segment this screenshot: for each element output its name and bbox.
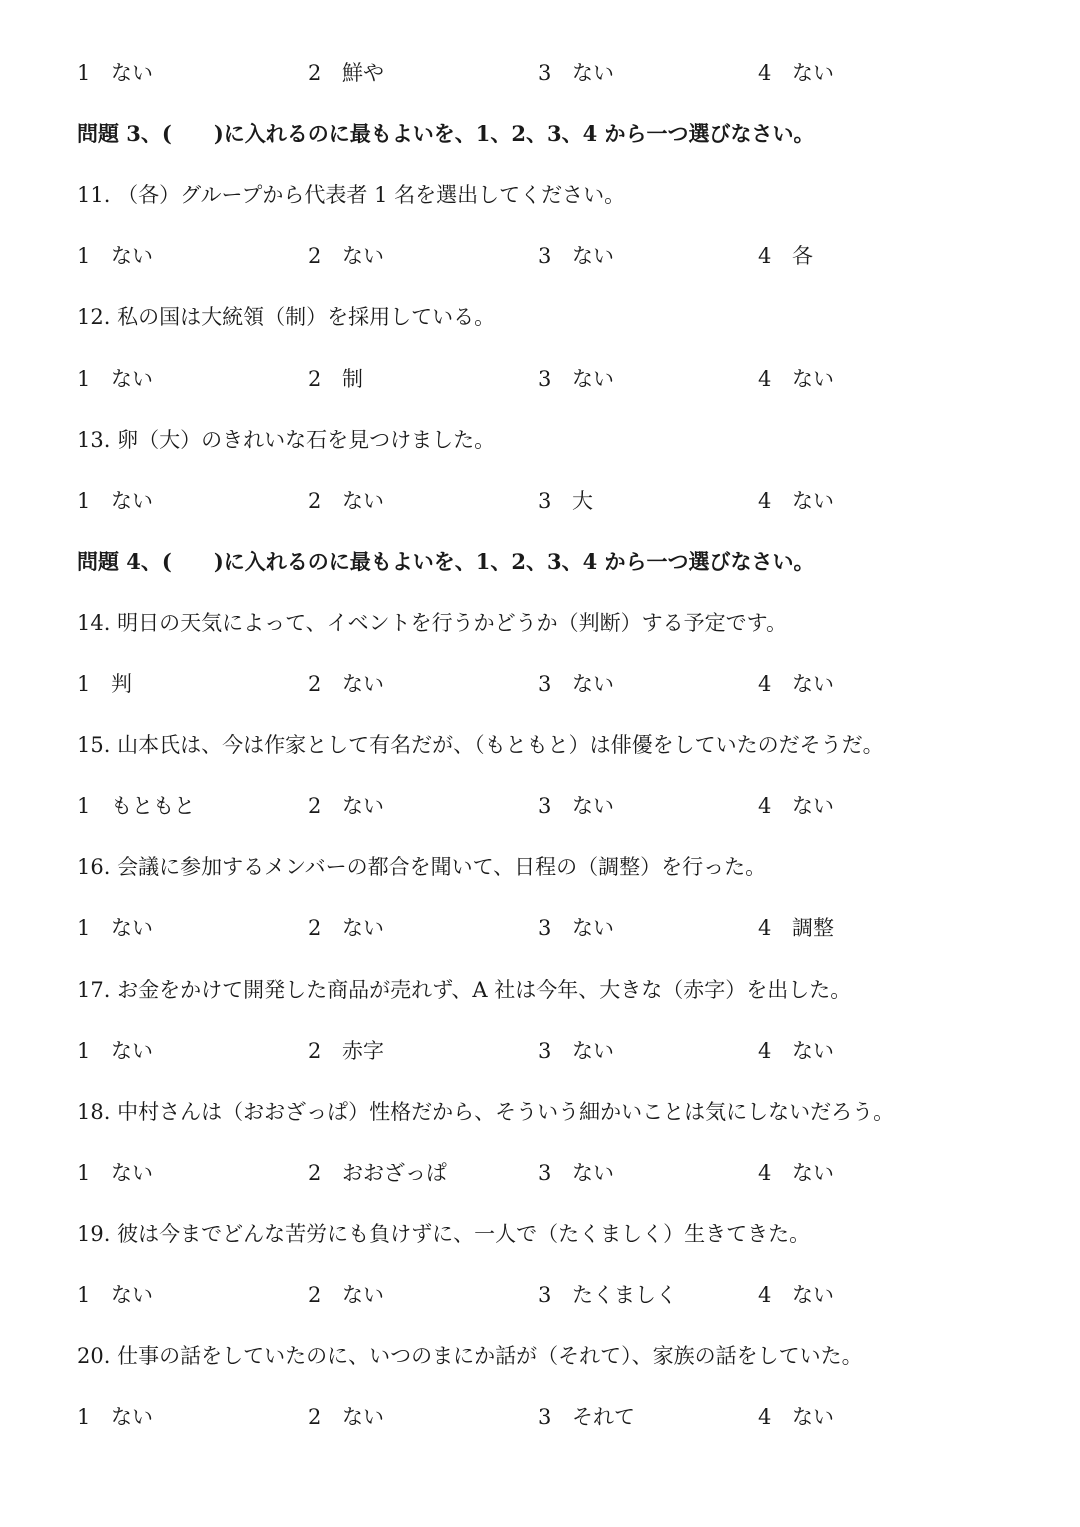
option-number: 1 <box>77 489 91 513</box>
answer-option-4 <box>758 1275 834 1315</box>
option-text: ない <box>792 672 834 696</box>
answer-option-4 <box>758 236 813 276</box>
answer-options-row <box>0 53 1080 93</box>
option-number: 2 <box>308 916 322 940</box>
question-text: 16. 会議に参加するメンバーの都合を聞いて、日程の（調整）を行った。 <box>77 855 767 879</box>
option-text: ない <box>342 489 384 513</box>
option-number: 4 <box>758 1039 772 1063</box>
option-text: ない <box>572 1039 614 1063</box>
option-number: 4 <box>758 916 772 940</box>
option-number: 3 <box>538 61 552 85</box>
option-number: 3 <box>538 1039 552 1063</box>
answer-option-2 <box>308 359 363 399</box>
option-text: ない <box>572 916 614 940</box>
answer-options-row <box>0 908 1080 948</box>
answer-options-row <box>0 481 1080 521</box>
answer-option-2 <box>308 1153 447 1193</box>
option-text: ない <box>342 1283 384 1307</box>
answer-option-3 <box>538 1153 614 1193</box>
answer-option-3 <box>538 786 614 826</box>
option-number: 2 <box>308 489 322 513</box>
question-row <box>0 297 1080 337</box>
option-text: ない <box>792 367 834 391</box>
answer-option-3 <box>538 664 614 704</box>
option-number: 1 <box>77 1161 91 1185</box>
option-number: 3 <box>538 1161 552 1185</box>
answer-options-row <box>0 1031 1080 1071</box>
answer-option-1 <box>77 359 153 399</box>
answer-option-1 <box>77 236 153 276</box>
question-text: 17. お金をかけて開発した商品が売れず、A 社は今年、大きな（赤字）を出した。 <box>77 978 852 1002</box>
option-text: ない <box>111 244 153 268</box>
question-row <box>0 725 1080 765</box>
option-text: ない <box>792 794 834 818</box>
option-number: 2 <box>308 61 322 85</box>
option-number: 4 <box>758 1405 772 1429</box>
answer-option-4 <box>758 1397 834 1437</box>
option-number: 4 <box>758 1283 772 1307</box>
option-text: ない <box>111 1283 153 1307</box>
answer-option-2 <box>308 1275 384 1315</box>
answer-options-row <box>0 1397 1080 1437</box>
answer-option-1 <box>77 53 153 93</box>
question-row <box>0 1214 1080 1254</box>
question-text: 19. 彼は今までどんな苦労にも負けずに、一人で（たくましく）生きてきた。 <box>77 1222 811 1246</box>
answer-option-3 <box>538 1397 635 1437</box>
option-text: ない <box>111 489 153 513</box>
answer-option-3 <box>538 236 614 276</box>
option-number: 1 <box>77 367 91 391</box>
option-text: ない <box>111 916 153 940</box>
option-number: 2 <box>308 672 322 696</box>
option-text: ない <box>342 794 384 818</box>
option-number: 1 <box>77 244 91 268</box>
answer-option-1 <box>77 786 195 826</box>
answer-option-2 <box>308 1031 384 1071</box>
option-number: 1 <box>77 672 91 696</box>
answer-option-4 <box>758 908 834 948</box>
option-text: ない <box>342 672 384 696</box>
question-row <box>0 175 1080 215</box>
option-number: 3 <box>538 672 552 696</box>
option-text: 調整 <box>792 916 834 940</box>
question-row <box>0 1092 1080 1132</box>
question-text: 15. 山本氏は、今は作家として有名だが、（もともと）は俳優をしていたのだそうだ。 <box>77 733 884 757</box>
option-text: ない <box>572 1161 614 1185</box>
answer-options-row <box>0 359 1080 399</box>
option-number: 2 <box>308 1039 322 1063</box>
answer-option-2 <box>308 236 384 276</box>
option-text: ない <box>572 672 614 696</box>
option-number: 4 <box>758 489 772 513</box>
question-text: 12. 私の国は大統領（制）を採用している。 <box>77 305 496 329</box>
option-text: それて <box>572 1405 635 1429</box>
question-row <box>0 1336 1080 1376</box>
question-row <box>0 420 1080 460</box>
answer-option-2 <box>308 786 384 826</box>
option-text: ない <box>342 916 384 940</box>
option-text: もともと <box>111 794 195 818</box>
option-text: ない <box>792 61 834 85</box>
option-text: ない <box>792 1161 834 1185</box>
answer-options-row <box>0 1275 1080 1315</box>
option-text: ない <box>792 1283 834 1307</box>
option-number: 2 <box>308 367 322 391</box>
option-text: 制 <box>342 367 363 391</box>
option-text: ない <box>111 61 153 85</box>
option-text: ない <box>572 244 614 268</box>
option-number: 3 <box>538 1405 552 1429</box>
option-text: ない <box>111 1161 153 1185</box>
answer-option-3 <box>538 359 614 399</box>
option-number: 2 <box>308 1405 322 1429</box>
option-text: ない <box>572 794 614 818</box>
question-text: 14. 明日の天気によって、イベントを行うかどうか（判断）する予定です。 <box>77 611 787 635</box>
option-number: 4 <box>758 61 772 85</box>
option-number: 2 <box>308 794 322 818</box>
answer-option-2 <box>308 664 384 704</box>
option-number: 4 <box>758 367 772 391</box>
option-number: 3 <box>538 794 552 818</box>
answer-option-4 <box>758 359 834 399</box>
option-number: 1 <box>77 1283 91 1307</box>
option-number: 1 <box>77 916 91 940</box>
option-number: 2 <box>308 244 322 268</box>
option-text: ない <box>111 367 153 391</box>
option-number: 4 <box>758 1161 772 1185</box>
option-text: ない <box>111 1405 153 1429</box>
option-text: 判 <box>111 672 132 696</box>
question-text: 18. 中村さんは（おおざっぱ）性格だから、そういう細かいことは気にしないだろう。 <box>77 1100 895 1124</box>
option-number: 3 <box>538 244 552 268</box>
option-text: ない <box>111 1039 153 1063</box>
option-number: 2 <box>308 1283 322 1307</box>
option-text: ない <box>342 244 384 268</box>
answer-option-4 <box>758 481 834 521</box>
answer-option-2 <box>308 481 384 521</box>
answer-option-3 <box>538 1031 614 1071</box>
option-text: ない <box>792 1405 834 1429</box>
option-text: 赤字 <box>342 1039 384 1063</box>
answer-options-row <box>0 664 1080 704</box>
answer-option-4 <box>758 664 834 704</box>
option-number: 1 <box>77 1039 91 1063</box>
answer-options-row <box>0 1153 1080 1193</box>
question-text: 11. （各）グループから代表者 1 名を選出してください。 <box>77 183 626 207</box>
question-row <box>0 970 1080 1010</box>
option-text: おおざっぱ <box>342 1161 447 1185</box>
option-text: ない <box>572 61 614 85</box>
option-number: 1 <box>77 61 91 85</box>
option-text: ない <box>572 367 614 391</box>
answer-option-4 <box>758 786 834 826</box>
option-text: ない <box>342 1405 384 1429</box>
answer-option-1 <box>77 908 153 948</box>
answer-option-4 <box>758 1153 834 1193</box>
option-number: 3 <box>538 367 552 391</box>
answer-option-4 <box>758 53 834 93</box>
option-text: 各 <box>792 244 813 268</box>
option-text: 大 <box>572 489 593 513</box>
option-text: 鮮や <box>342 61 384 85</box>
question-text: 20. 仕事の話をしていたのに、いつのまにか話が（それて）、家族の話をしていた。 <box>77 1344 863 1368</box>
answer-options-row <box>0 236 1080 276</box>
option-number: 3 <box>538 1283 552 1307</box>
answer-option-4 <box>758 1031 834 1071</box>
answer-option-3 <box>538 1275 677 1315</box>
section-heading-row <box>0 542 1080 582</box>
answer-option-3 <box>538 53 614 93</box>
answer-option-3 <box>538 481 593 521</box>
answer-option-1 <box>77 1153 153 1193</box>
option-number: 2 <box>308 1161 322 1185</box>
option-text: ない <box>792 1039 834 1063</box>
answer-option-1 <box>77 664 132 704</box>
option-number: 3 <box>538 916 552 940</box>
question-text: 13. 卵（大）のきれいな石を見つけました。 <box>77 428 496 452</box>
option-number: 4 <box>758 672 772 696</box>
option-number: 1 <box>77 794 91 818</box>
question-row <box>0 847 1080 887</box>
option-text: ない <box>792 489 834 513</box>
section-heading-row <box>0 114 1080 154</box>
answer-option-1 <box>77 1275 153 1315</box>
answer-option-2 <box>308 1397 384 1437</box>
question-row <box>0 603 1080 643</box>
section-heading: 問題 3、( )に入れるのに最もよいを、1、2、3、4 から一つ選びなさい。 <box>77 121 815 146</box>
answer-options-row <box>0 786 1080 826</box>
section-heading: 問題 4、( )に入れるのに最もよいを、1、2、3、4 から一つ選びなさい。 <box>77 549 815 574</box>
answer-option-3 <box>538 908 614 948</box>
answer-option-1 <box>77 1031 153 1071</box>
option-number: 4 <box>758 244 772 268</box>
option-number: 3 <box>538 489 552 513</box>
option-text: たくましく <box>572 1283 677 1307</box>
answer-option-2 <box>308 908 384 948</box>
option-number: 4 <box>758 794 772 818</box>
answer-option-2 <box>308 53 384 93</box>
answer-option-1 <box>77 1397 153 1437</box>
option-number: 1 <box>77 1405 91 1429</box>
answer-option-1 <box>77 481 153 521</box>
